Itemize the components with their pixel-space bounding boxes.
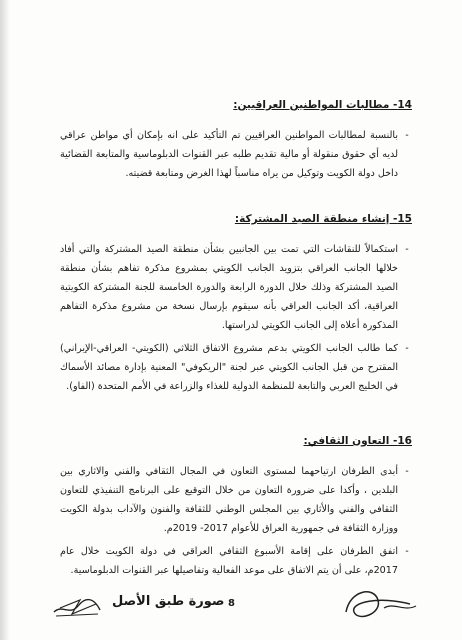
list-item-text: استكمالاً للنقاشات التي تمت بين الجانبين بشأن منطقة الصيد المشتركة والتي أفاد خلالها الجانب العراقي بتزويد الجانب الكويتي بمشروع مذكرة تفاهم بشأن منطقة الصيد المشتركة وذلك خلال الدورة الرابعة والدورة الخامسة للجنة المشتركة الكويتية العراقية، أكد الجانب العراقي بأنه سيقوم بإرسال نسخة من مشروع مذكرة التفاهم المذكورة أعلاه إلى الجانب الكويتي لدراستها.	[60, 244, 398, 331]
list-item	[60, 542, 412, 580]
list-item-text: أبدى الطرفان ارتياحهما لمستوى التعاون في المجال الثقافي والفني والاثاري بين البلدين ، وأكدا على ضرورة التعاون من خلال التوقيع على البرنامج التنفيذي للتعاون الثقافي والفني والأثاري بين المجلس الوطني للثقافة والفنون والآداب بدولة الكويت ووزارة الثقافة في جمهورية العراق للأعوام 2017- 2019م.	[60, 466, 398, 534]
bullet-dash: -	[405, 343, 409, 354]
section-heading: 15- إنشاء منطقة الصيد المشتركة:	[234, 213, 412, 225]
section-citizens-claims	[60, 98, 412, 187]
bullet-dash: -	[405, 466, 409, 477]
page-number: 8	[228, 598, 235, 609]
section-heading: 14- مطالبات المواطنين العراقيين:	[233, 99, 412, 111]
list-item	[60, 240, 412, 335]
signature-left	[50, 586, 105, 620]
certified-copy-stamp: صورة طبق الأصل	[112, 594, 225, 609]
list-item-text: بالنسبة لمطالبات المواطنين العراقيين تم التأكيد على انه بإمكان أي مواطن عراقي لديه أي حقوق منقولة أو مالية تقديم طلبه عبر القنوات الدبلوماسية والمتابعة القضائية داخل دولة الكويت وتوكيل من يراه مناسباً لهذا الغرض ومتابعة قضيته.	[60, 130, 398, 179]
list-item	[60, 462, 412, 538]
signature-right	[340, 582, 420, 624]
section-heading: 16- التعاون الثقافي:	[303, 435, 412, 447]
bullet-dash: -	[405, 130, 409, 141]
bullet-dash: -	[405, 546, 409, 557]
list-item-text: اتفق الطرفان على إقامة الأسبوع الثقافي العراقي في دولة الكويت خلال عام 2017م، على أن يتم الاتفاق على موعد الفعالية وتفاصيلها عبر القنوات الدبلوماسية.	[60, 546, 398, 576]
section-cultural-cooperation	[60, 434, 412, 584]
section-fishing-zone	[60, 212, 412, 400]
list-item	[60, 126, 412, 183]
page-footer	[0, 586, 462, 626]
bullet-dash: -	[405, 244, 409, 255]
list-item-text: كما طالب الجانب الكويتي بدعم مشروع الاتفاق الثلاثي (الكويتي- العراقي-الإيراني) المقترح من قبل الجانب الكويتي عبر لجنة "الريكوفي" المعنية بإدارة مصائد الأسماك في الخليج العربي والتابعة للمنظمة الدولية للغذاء والزراعة في الأمم المتحدة (الفاو).	[60, 343, 398, 392]
scan-edge-shadow	[0, 0, 10, 640]
list-item	[60, 339, 412, 396]
